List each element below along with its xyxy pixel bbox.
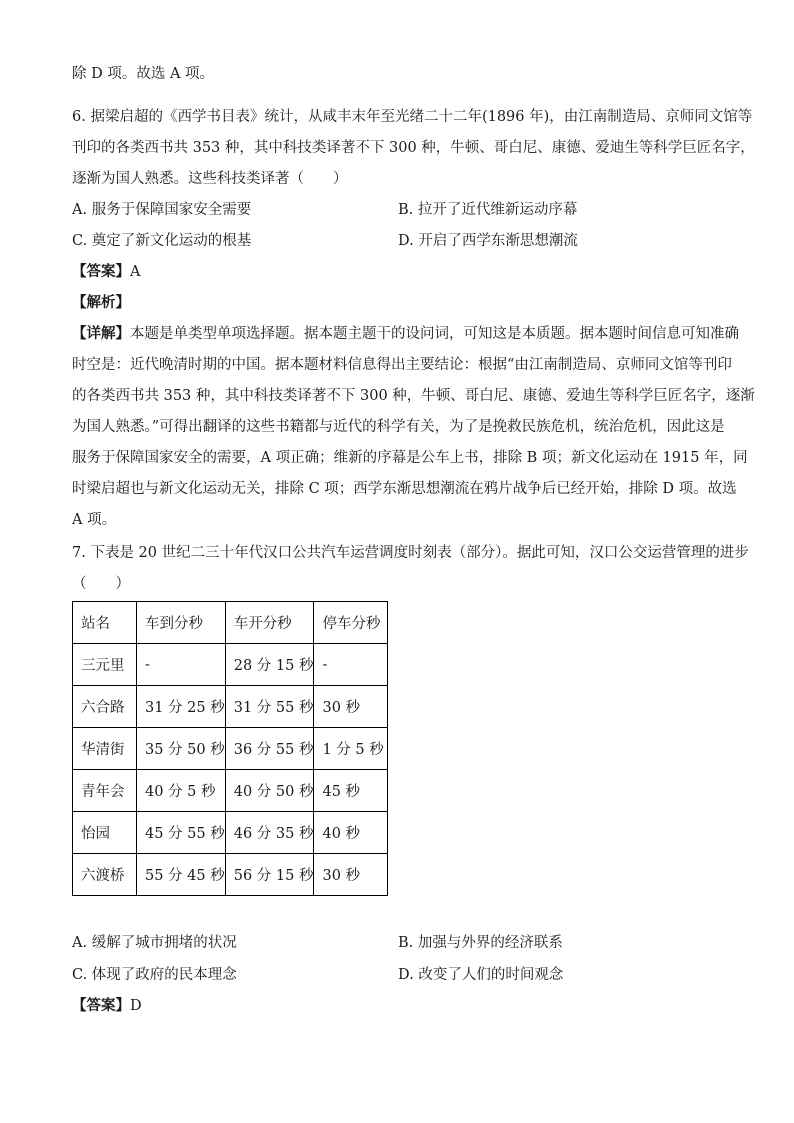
table-header-cell: 车到分秒 — [137, 602, 226, 644]
q6-detail-line-4: 为国人熟悉。”可得出翻译的这些书籍都与近代的科学有关，为了是挽救民族危机，统治危机，因此这是 — [72, 419, 725, 435]
table-cell: 40 分 5 秒 — [137, 770, 226, 812]
table-cell: 31 分 25 秒 — [137, 686, 226, 728]
q7-option-b: B. 加强与外界的经济联系 — [398, 935, 563, 951]
table-cell: 青年会 — [73, 770, 137, 812]
table-cell: 31 分 55 秒 — [225, 686, 314, 728]
table-row — [73, 644, 388, 686]
q7-answer-label: 【答案】 — [72, 997, 130, 1014]
table-cell: 55 分 45 秒 — [137, 854, 226, 896]
q6-detail-text-1: 本题是单类型单项选择题。据本题主题干的设问词，可知这是本质题。据本题时间信息可知准确 — [130, 326, 739, 342]
table-row — [73, 686, 388, 728]
q6-stem-line-1: 6. 据梁启超的《西学书目表》统计，从咸丰末年至光绪二十二年(1896 年)，由江南制造局、京师同文馆等 — [72, 109, 753, 125]
q7-option-a: A. 缓解了城市拥堵的状况 — [72, 935, 237, 951]
table-cell: 35 分 50 秒 — [137, 728, 226, 770]
table-header-row — [73, 602, 388, 644]
q6-analysis-label: 【解析】 — [72, 294, 130, 311]
table-header-cell: 停车分秒 — [314, 602, 388, 644]
bus-schedule-table — [72, 601, 388, 896]
q6-detail-line-5: 服务于保障国家安全的需要，A 项正确；维新的序幕是公车上书，排除 B 项；新文化运动在 1915 年，同 — [72, 450, 748, 466]
table-cell: 怡园 — [73, 812, 137, 854]
table-cell: 45 秒 — [314, 770, 388, 812]
table-cell: 六渡桥 — [73, 854, 137, 896]
q6-stem-line-3: 逐渐为国人熟悉。这些科技类译著（ ） — [72, 171, 348, 187]
q7-stem-line-1: 7. 下表是 20 世纪二三十年代汉口公共汽车运营调度时刻表（部分）。据此可知，汉口公交运营管理的进步 — [72, 545, 749, 561]
q7-option-d: D. 改变了人们的时间观念 — [398, 967, 564, 983]
table-cell: 56 分 15 秒 — [225, 854, 314, 896]
q6-stem-line-2: 刊印的各类西书共 353 种，其中科技类译著不下 300 种，牛顿、哥白尼、康德、爱迪生等科学巨匠名字， — [72, 140, 755, 156]
q6-detail-line-6: 时梁启超也与新文化运动无关，排除 C 项；西学东渐思想潮流在鸦片战争后已经开始，排除 D 项。故选 — [72, 481, 737, 497]
previous-answer-tail: 除 D 项。故选 A 项。 — [72, 66, 215, 82]
table-cell: 30 秒 — [314, 854, 388, 896]
table-cell: 45 分 55 秒 — [137, 812, 226, 854]
table-cell: - — [137, 644, 226, 686]
table-cell: 46 分 35 秒 — [225, 812, 314, 854]
q6-detail-line-2: 时空是：近代晚清时期的中国。据本题材料信息得出主要结论：根据“由江南制造局、京师同文馆等刊印 — [72, 357, 732, 373]
table-row — [73, 812, 388, 854]
q7-answer-value: D — [130, 998, 142, 1014]
table-row — [73, 770, 388, 812]
q6-option-b: B. 拉开了近代维新运动序幕 — [398, 202, 578, 218]
table-row — [73, 854, 388, 896]
table-cell: 六合路 — [73, 686, 137, 728]
q6-detail-line-1 — [72, 324, 739, 344]
q6-option-d: D. 开启了西学东渐思想潮流 — [398, 233, 578, 249]
table-cell: 30 秒 — [314, 686, 388, 728]
table-header-cell: 站名 — [73, 602, 137, 644]
q6-detail-line-7: A 项。 — [72, 512, 117, 528]
q7-stem-line-2: （ ） — [72, 576, 130, 592]
table-header-cell: 车开分秒 — [225, 602, 314, 644]
table-cell: 三元里 — [73, 644, 137, 686]
table-cell: 华清街 — [73, 728, 137, 770]
table-cell: 36 分 55 秒 — [225, 728, 314, 770]
table-cell: 1 分 5 秒 — [314, 728, 388, 770]
q6-option-c: C. 奠定了新文化运动的根基 — [72, 233, 252, 249]
q7-option-c: C. 体现了政府的民本理念 — [72, 967, 237, 983]
q7-answer — [72, 996, 142, 1016]
q6-detail-label: 【详解】 — [72, 325, 130, 342]
table-row — [73, 728, 388, 770]
q6-option-a: A. 服务于保障国家安全需要 — [72, 202, 252, 218]
table-cell: - — [314, 644, 388, 686]
q6-detail-line-3: 的各类西书共 353 种，其中科技类译著不下 300 种，牛顿、哥白尼、康德、爱迪生等科学巨匠名字，逐渐 — [72, 388, 755, 404]
q6-answer-label: 【答案】 — [72, 263, 130, 280]
table-cell: 28 分 15 秒 — [225, 644, 314, 686]
table-cell: 40 秒 — [314, 812, 388, 854]
q6-answer — [72, 262, 140, 282]
table-cell: 40 分 50 秒 — [225, 770, 314, 812]
q6-answer-value: A — [130, 264, 141, 280]
